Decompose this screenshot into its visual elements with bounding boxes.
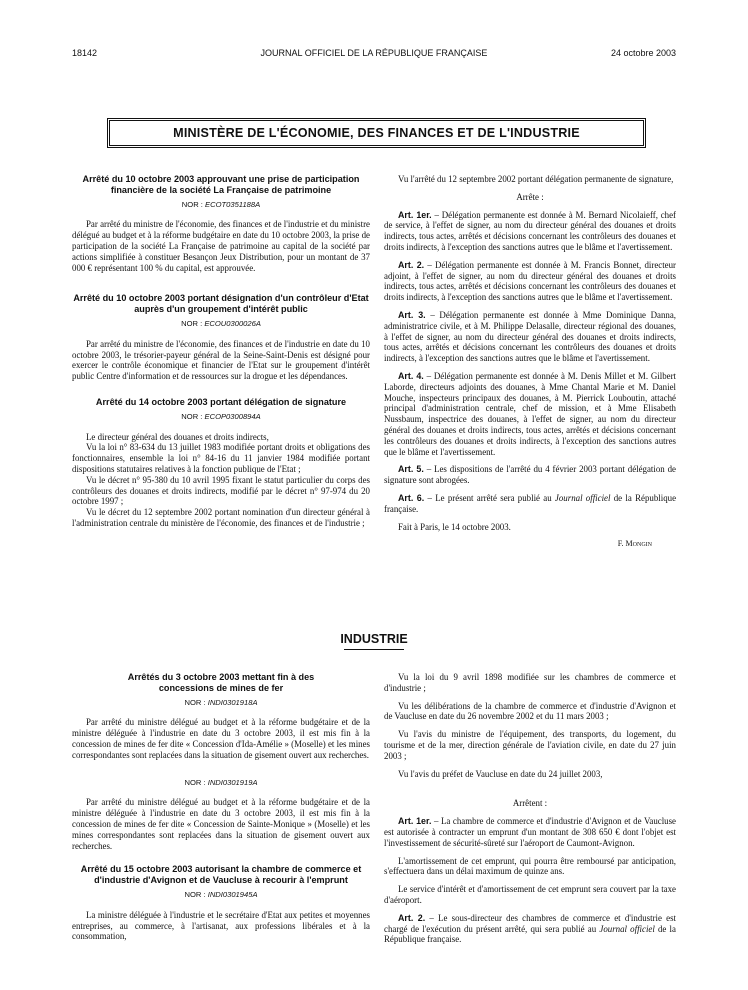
arrete-heading: Arrête : [516, 191, 544, 202]
decree-text: Vu l'avis du préfet de Vaucluse en date du 24 juillet 2003, [398, 768, 603, 779]
column-bottom-right [384, 672, 676, 952]
article-6: Art. 6. – Le présent arrêté sera publié au Journal officiel de la République française. [384, 492, 677, 514]
article-1: Art. 1er. – La chambre de commerce et d'industrie d'Avignon et de Vaucluse est autorisée à contracter un emprunt d'un montant de 308 650 € dont l'objet est l'investissement de sécurité-sûreté sur l'aéroport de Caumont-Avignon. [384, 816, 676, 848]
ministry-banner [107, 118, 646, 148]
decree-text: Vu la loi n° 83-634 du 13 juillet 1983 modifiée portant droits et obligations des fonctionnaires, ensemble la loi n° 84-16 du 11 janvier 1984 modifiée portant dispositions statutaires relatives à la fonction publique de l'Etat ; [72, 442, 370, 474]
decree-text: Par arrêté du ministre délégué au budget et à la réforme budgétaire et de la ministre déléguée à l'industrie en date du 3 octobre 2003, il est mis fin à la concession de mines de fer dite « Concession d'Ida-Amélie » (Moselle) et les mines correspondantes sont replacées dans la situation de gisement ouvert aux recherches. [72, 717, 370, 760]
column-bottom-left [72, 672, 370, 949]
decree-text: Vu le décret du 12 septembre 2002 portant nomination d'un directeur général à l'administration centrale du ministère de l'économie, des finances et de l'industrie ; [72, 507, 370, 528]
nor-reference: NOR : INDI0301918A [184, 697, 258, 707]
decree-title: Arrêté du 10 octobre 2003 approuvant une prise de participation financière de la société La Française de patrimoine [82, 174, 360, 195]
section-rule [344, 649, 404, 650]
article-5: Art. 5. – Les dispositions de l'arrêté du 4 février 2003 portant délégation de signature sont abrogées. [384, 464, 676, 486]
decree-text: Par arrêté du ministre de l'économie, des finances et de l'industrie et du ministre délégué au budget et à la réforme budgétaire en date du 10 octobre 2003, la prise de participation de la société La Française de patrimoine au capital de la société par actions simplifiée à constituer Besançon Jeux Distribution, pour un montant de 37 000 € représentant 100 % du capital, est approuvée. [72, 219, 370, 273]
section-title: INDUSTRIE [340, 632, 408, 646]
decree-title: Arrêté du 14 octobre 2003 portant délégation de signature [95, 396, 347, 407]
nor-reference: NOR : ECOP0300894A [181, 411, 261, 421]
decree-text: Vu la loi du 9 avril 1898 modifiée sur les chambres de commerce et d'industrie ; [384, 672, 676, 693]
decree-text: Le service d'intérêt et d'amortissement de cet emprunt sera couvert par la taxe d'aéroport. [384, 884, 676, 905]
article-1: Art. 1er. – Délégation permanente est donnée à M. Bernard Nicolaieff, chef de service, à l'effet de signer, au nom du directeur général des douanes et droits indirects, tous actes, arrêtés et décisions concernant les contrôleurs des douanes et droits indirects, à l'exception des sanctions autres que le blâme et l'avertissement. [384, 209, 676, 252]
nor-reference: NOR : ECOT0351188A [181, 199, 261, 209]
decree-text: Le directeur général des douanes et droits indirects, [86, 431, 269, 442]
arretent-heading: Arrêtent : [512, 798, 548, 809]
nor-reference: NOR : ECOU0300026A [181, 318, 261, 328]
decree-title: Arrêté du 10 octobre 2003 portant désignation d'un contrôleur d'Etat auprès d'un groupement d'intérêt public [73, 293, 369, 315]
decree-text: Vu les délibérations de la chambre de commerce et d'industrie d'Avignon et de Vaucluse en date du 26 novembre 2002 et du 11 mars 2003 ; [384, 700, 676, 722]
page-number: 18142 [72, 48, 98, 58]
decree-text: Vu le décret n° 95-380 du 10 avril 1995 fixant le statut particulier du corps des contrôleurs des douanes et droits indirects, modifié par le décret n° 97-974 du 20 octobre 1997 ; [72, 474, 370, 507]
ministry-title: MINISTÈRE DE L'ÉCONOMIE, DES FINANCES ET DE L'INDUSTRIE [173, 126, 580, 140]
decree-text: Vu l'avis du ministre de l'équipement, des transports, du logement, du tourisme et de la mer, direction générale de l'aviation civile, en date du 27 juin 2003 ; [384, 729, 676, 761]
nor-reference: NOR : INDI0301919A [184, 777, 258, 787]
decree-text: L'amortissement de cet emprunt, qui pourra être remboursé par anticipation, s'effectuera dans un délai maximum de quinze ans. [384, 855, 676, 877]
column-top-left [72, 174, 370, 529]
article-2: Art. 2. – Délégation permanente est donnée à M. Francis Bonnet, directeur adjoint, à l'effet de signer, au nom du directeur général des douanes et droits indirects, tous actes, arrêtés et décisions concernant les contrôleurs des douanes et droits indirects, à l'exception des sanctions autres que le blâme et l'avertissement. [384, 259, 676, 303]
journal-title: JOURNAL OFFICIEL DE LA RÉPUBLIQUE FRANÇAISE [260, 48, 488, 58]
article-4: Art. 4. – Délégation permanente est donnée à M. Denis Millet et M. Gilbert Laborde, directeurs adjoints des douanes, à Mme Chantal Marie et M. Daniel Mouche, inspecteurs principaux des douanes, à M. Pierrick Louboutin, attaché principal d'administration centrale, chef de mission, et à Mme Elisabeth Nussbaum, inspectrice des douanes, à l'effet de signer, au nom du directeur général des douanes et droits indirects, tous actes, arrêtés et décisions concernant les contrôleurs des douanes et droits indirects, à l'exception des sanctions autres que le blâme et l'avertissement. [384, 370, 677, 457]
page-header [72, 48, 676, 62]
article-3: Art. 3. – Délégation permanente est donnée à Mme Dominique Danna, administratrice civile, et à M. Philippe Delasalle, directeur régional des douanes, à l'effet de signer, au nom du directeur général des douanes et droits indirects, tous actes, arrêtés et décisions concernant les contrôleurs des douanes et droits indirects, à l'exception des sanctions autres que le blâme et l'avertissement. [384, 309, 677, 364]
decree-text: Vu l'arrêté du 12 septembre 2002 portant délégation permanente de signature, [398, 174, 674, 184]
column-top-right [384, 174, 676, 550]
done-at: Fait à Paris, le 14 octobre 2003. [398, 521, 511, 532]
decree-text: La ministre déléguée à l'industrie et le secrétaire d'Etat aux petites et moyennes entreprises, au commerce, à l'artisanat, aux professions libérales et à la consommation, [72, 909, 370, 942]
decree-title: Arrêté du 15 octobre 2003 autorisant la chambre de commerce et d'industrie d'Avignon et de Vaucluse à recourir à l'emprunt [80, 864, 362, 886]
decree-text: Par arrêté du ministre délégué au budget et à la réforme budgétaire et de la ministre déléguée à l'industrie en date du 3 octobre 2003, il est mis fin à la concession de mines de fer dite « Concession de Sainte-Monique » (Moselle) et les mines correspondantes sont replacées dans la situation de gisement ouvert aux recherches. [72, 797, 370, 851]
signature: F. Mongin [617, 539, 652, 549]
decree-title: Arrêtés du 3 octobre 2003 mettant fin à des concessions de mines de fer [127, 672, 315, 693]
issue-date: 24 octobre 2003 [610, 48, 676, 58]
decree-text: Par arrêté du ministre de l'économie, des finances et de l'industrie en date du 10 octobre 2003, le trésorier-payeur général de la Seine-Saint-Denis est désigné pour exercer le contrôle économique et financier de l'Etat sur le groupement d'intérêt public Centre d'information et de ressources sur la drogue et les dépendances. [72, 338, 370, 382]
nor-reference: NOR : INDI0301945A [184, 889, 258, 899]
article-2: Art. 2. – Le sous-directeur des chambres de commerce et d'industrie est chargé de l'exécution du présent arrêté, qui sera publié au Journal officiel de la République française. [384, 912, 676, 945]
